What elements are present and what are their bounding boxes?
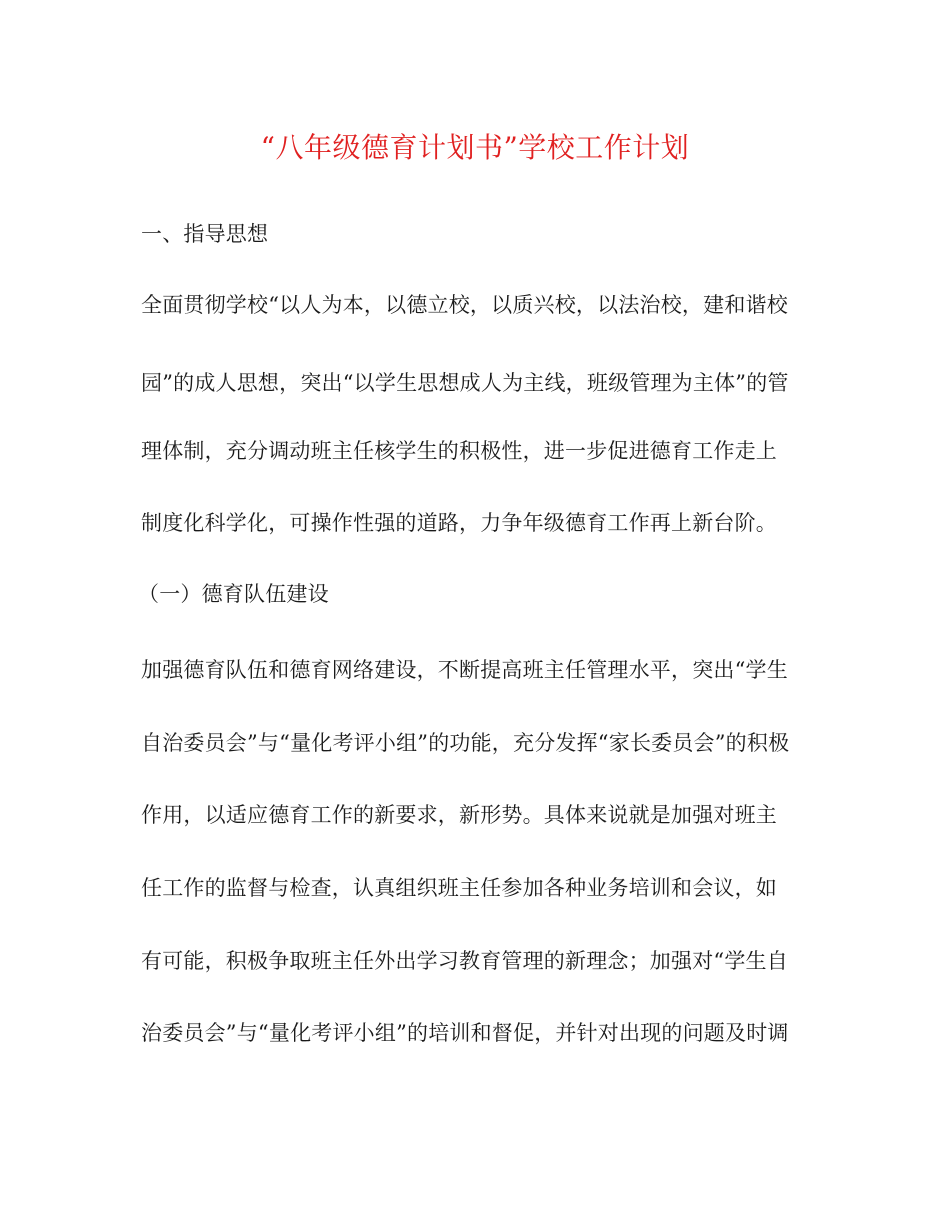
paragraph-line: 全面贯彻学校“以人为本，以德立校，以质兴校，以法治校，建和谐校 bbox=[141, 293, 788, 317]
paragraph-line: 制度化科学化，可操作性强的道路，力争年级德育工作再上新台阶。 bbox=[141, 511, 777, 535]
heading-guiding-ideology: 一、指导思想 bbox=[141, 222, 269, 246]
document-title: “八年级德育计划书”学校工作计划 bbox=[260, 131, 690, 164]
paragraph-line: 加强德育队伍和德育网络建设，不断提高班主任管理水平，突出“学生 bbox=[141, 658, 788, 682]
heading-team-building: （一）德育队伍建设 bbox=[138, 582, 329, 606]
paragraph-line: 任工作的监督与检查，认真组织班主任参加各种业务培训和会议，如 bbox=[141, 876, 777, 900]
paragraph-line: 自治委员会”与“量化考评小组”的功能，充分发挥“家长委员会”的积极 bbox=[141, 731, 790, 755]
paragraph-line: 治委员会”与“量化考评小组”的培训和督促，并针对出现的问题及时调 bbox=[141, 1021, 789, 1045]
paragraph-line: 有可能，积极争取班主任外出学习教育管理的新理念；加强对“学生自 bbox=[141, 949, 788, 973]
paragraph-line: 作用，以适应德育工作的新要求，新形势。具体来说就是加强对班主 bbox=[141, 803, 777, 827]
paragraph-line: 理体制，充分调动班主任核学生的积极性，进一步促进德育工作走上 bbox=[141, 439, 777, 463]
paragraph-line: 园”的成人思想，突出“以学生思想成人为主线，班级管理为主体”的管 bbox=[141, 371, 789, 395]
